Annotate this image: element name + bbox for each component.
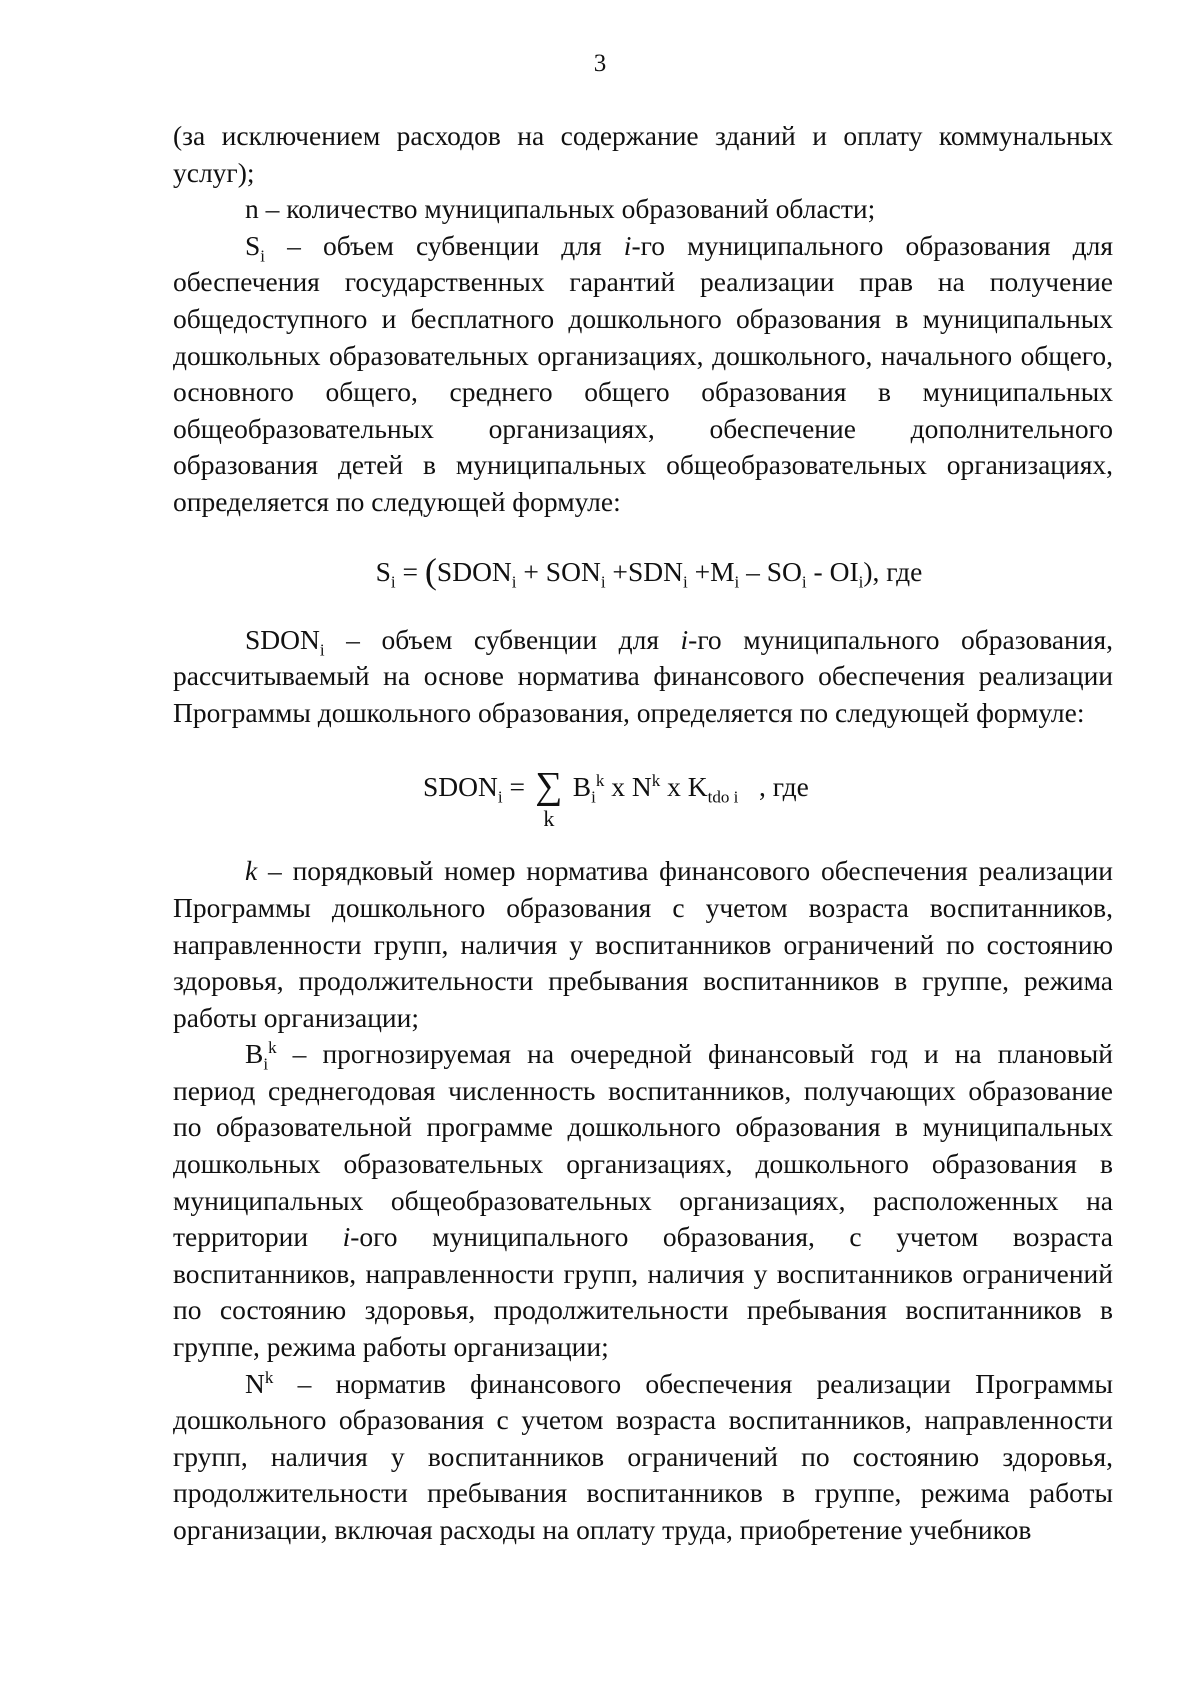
definition-text: – количество муниципальных образований области; [258,193,876,225]
italic-i: i [623,229,632,261]
definition-text-tail: -го муниципального образования для обеспечения государственных гарантий реализации прав на получение общедоступного и бесплатного дошкольного образования в муниципальных дошкольных образовательных организациях, дошкольного, начального общего, основного общего, среднего общего образования в муниципальных общеобразовательных организациях, обеспечение дополнительного образования детей в муниципальных общеобразовательных организациях, определяется по следующей формуле: [173,229,1114,517]
paragraph-si-definition [173,228,1113,521]
summation-sign: ∑ k [532,764,566,807]
definition-text: – объем субвенции для [265,229,624,261]
paragraph-bik-definition: $B_i^k$ – прогнозируемая на очередной финансовый год и на плановый период среднегодовая численность воспитанников, получающих образование по образовательной программе дошкольного образования в муниципальных дошкольных образовательных организациях, дошкольного образования в муниципальных общеобразовательных организациях, расположенных на территории i-ого муниципального образования, с учетом возраста воспитанников, направленности групп, наличия у воспитанников ограничений по состоянию здоровья, продолжительности пребывания воспитанников в группе, режима работы организации; [173,1038,1113,1363]
italic-i: i [680,623,689,655]
page-number: 3 [593,50,607,77]
subscript-i: i [260,246,266,266]
formula-si: $S_i$ = $(SDON_i + SON_i +SDN_i +M_i - SO_i - OI_i)$, где [375,550,923,592]
paragraph-sdon-definition: $SDON_i$ – объем субвенции для i-го муниципального образования, рассчитываемый на основе норматива финансового обеспечения реализации Программы дошкольного образования, определяется по следующей формуле: [173,623,1113,728]
symbol-s: S [245,229,261,261]
paragraph-n-definition [173,191,1113,228]
document-body [173,118,1113,1549]
summation-index: k [543,806,555,832]
symbol-n: n [245,193,259,225]
paragraph-nk-definition: $N^k$ – норматив финансового обеспечения реализации Программы дошкольного образования с учетом возраста воспитанников, направленности групп, наличия у воспитанников ограничений по состоянию здоровья, продолжительности пребывания воспитанников в группе, режима работы организации, включая расходы на оплату труда, приобретение учебников [173,1367,1113,1545]
italic-k: k [245,855,258,887]
paragraph-k-definition: k – порядковый номер норматива финансового обеспечения реализации Программы дошкольного образования с учетом возраста воспитанников, направленности групп, наличия у воспитанников ограничений по состоянию здоровья, продолжительности пребывания воспитанников в группе, режима работы организации; [173,855,1113,1033]
italic-i: i [342,1221,351,1253]
paragraph-expenses-exclusion: (за исключением расходов на содержание зданий и оплату коммунальных услуг); [173,120,1113,188]
formula-sdon: $SDON_i$ = ∑ k $B_i^k$ х $N^k$ х $K_{tdo i}$ , где [423,765,809,832]
